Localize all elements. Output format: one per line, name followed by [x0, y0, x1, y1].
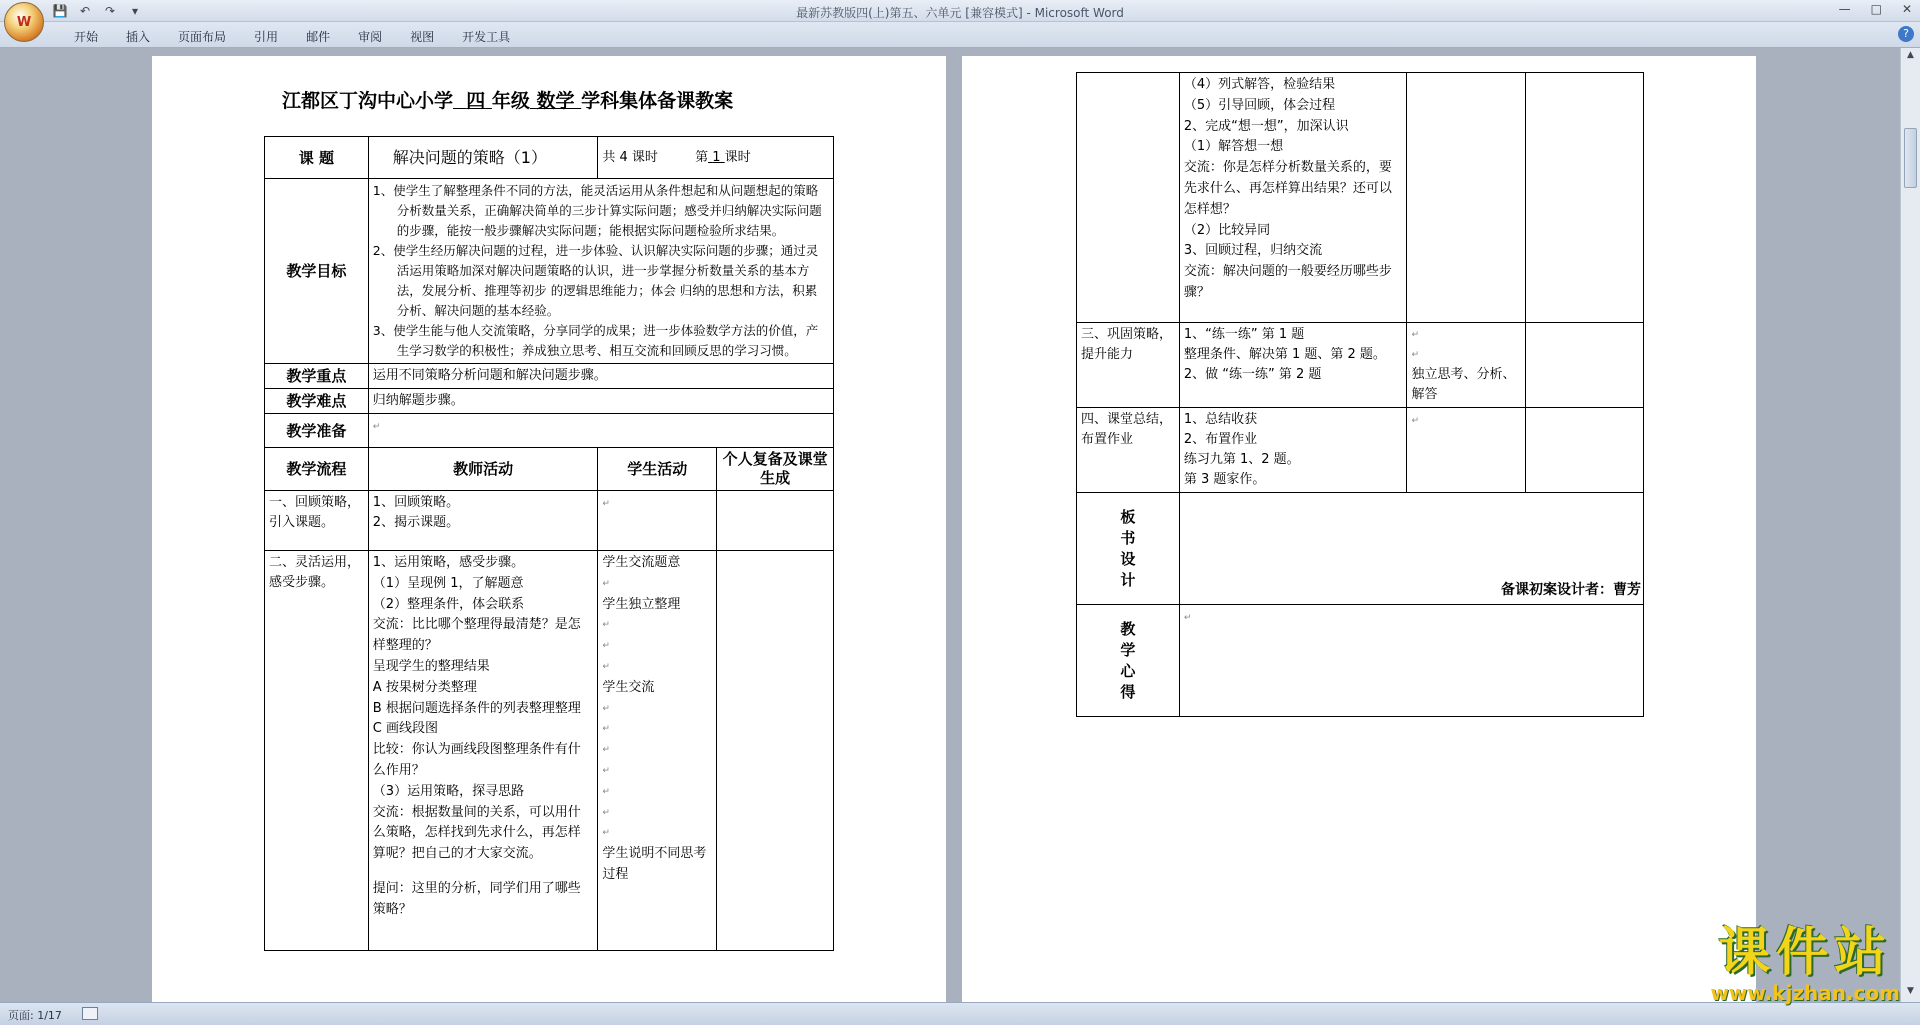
- tab-view[interactable]: 视图: [410, 30, 435, 44]
- difficulty-value: 归纳解题步骤。: [368, 389, 833, 414]
- reflection-content: ↵: [1179, 605, 1643, 717]
- goals-label: 教学目标: [265, 179, 369, 364]
- preparation-value: ↵: [368, 414, 833, 448]
- redo-icon[interactable]: ↷: [104, 3, 116, 18]
- tab-page-layout[interactable]: 页面布局: [178, 30, 227, 44]
- help-icon[interactable]: ?: [1898, 26, 1914, 42]
- save-icon[interactable]: 💾: [52, 3, 68, 18]
- tab-insert[interactable]: 插入: [126, 30, 151, 44]
- personal-notes-header: 个人复备及课堂生成: [717, 448, 834, 491]
- step2-notes: [717, 551, 834, 951]
- topic-value: 解决问题的策略（1）: [368, 137, 598, 179]
- topic-lessons: 共 4 课时 第 1 课时: [598, 137, 834, 179]
- goals-content: [368, 179, 833, 364]
- status-bar: [0, 1002, 1920, 1025]
- undo-icon[interactable]: ↶: [79, 3, 91, 18]
- board-design-label: 板 书 设 计: [1077, 493, 1180, 605]
- site-watermark: 课件站 www.kjzhan.com: [1710, 923, 1900, 1005]
- step2-label: 二、灵活运用，感受步骤。: [265, 551, 369, 951]
- goal-item: 2、使学生经历解决问题的过程，进一步体验、认识解决实际问题的步骤；通过灵活运用策略加深对解决问题策略的认识，进一步掌握分析数量关系的基本方法，发展分析、推理等初步 的逻辑思维能力；体会 归纳的思想和方法，积累分析、解决问题的基本经验。: [372, 243, 819, 318]
- difficulty-label: 教学难点: [265, 389, 369, 414]
- flow-header: 教学流程: [265, 448, 369, 491]
- key-point-value: 运用不同策略分析问题和解决问题步骤。: [368, 364, 833, 389]
- window-controls: [1839, 2, 1912, 16]
- cont-student: [1407, 73, 1526, 323]
- step4-student: ↵: [1407, 408, 1526, 493]
- step4-label: 四、课堂总结，布置作业: [1077, 408, 1180, 493]
- step3-teacher: 1、“练一练” 第 1 题 整理条件、解决第 1 题、第 2 题。 2、做 “练一练” 第 2 题: [1179, 323, 1407, 408]
- step4-teacher: 1、总结收获 2、布置作业 练习九第 1、2 题。 第 3 题家作。: [1179, 408, 1407, 493]
- page-count[interactable]: 页面: 1/17: [8, 1009, 62, 1022]
- minimize-button[interactable]: —: [1838, 2, 1851, 16]
- designer-credit: 备课初案设计者：曹芳: [1501, 582, 1641, 598]
- step2-teacher: 1、运用策略，感受步骤。 （1）呈现例 1，了解题意 （2）整理条件，体会联系 交流：比比哪个整理得最清楚？是怎样整理的？ 呈现学生的整理结果 A 按果树分类整理 B 根据问题选择条件的列表整理整理 C 画线段图 比较：你认为画线段图整理条件有什么作用？ （3）运用策略，探寻思路 交流：根据数量间的关系，可以用什么策略，怎样找到先求什么，再怎样算呢？把自己的才大家交流。 提问：这里的分析，同学们用了哪些策略？: [368, 551, 598, 951]
- teacher-activity-header: 教师活动: [368, 448, 598, 491]
- step1-notes: [717, 491, 834, 551]
- document-title: 江都区丁沟中心小学 四 年级 数学 学科集体备课教案: [282, 90, 734, 112]
- step4-notes: [1526, 408, 1644, 493]
- step3-student: ↵ ↵ 独立思考、分析、解答: [1407, 323, 1526, 408]
- cont-flow-cell: [1077, 73, 1180, 323]
- step3-notes: [1526, 323, 1644, 408]
- scroll-down-icon[interactable]: ▼: [1907, 986, 1914, 996]
- ribbon: [0, 22, 1920, 48]
- board-design-content: [1179, 493, 1643, 605]
- goal-item: 1、使学生了解整理条件不同的方法，能灵活运用从条件想起和从问题想起的策略分析数量关系，正确解决简单的三步计算实际问题；感受并归纳解决实际问题的步骤，能按一般步骤解决实际问题；能根据实际问题检验所求结果。: [372, 183, 822, 238]
- tab-mailings[interactable]: 邮件: [306, 30, 331, 44]
- step3-label: 三、巩固策略，提升能力: [1077, 323, 1180, 408]
- maximize-button[interactable]: □: [1870, 2, 1882, 16]
- tab-review[interactable]: 审阅: [358, 30, 383, 44]
- vertical-scrollbar[interactable]: [1900, 48, 1920, 1002]
- ribbon-tabs: [60, 28, 524, 45]
- customize-dropdown-icon[interactable]: ▾: [131, 3, 139, 18]
- step2-student: 学生交流题意 ↵ 学生独立整理 ↵ ↵ ↵ 学生交流 ↵ ↵ ↵ ↵ ↵ ↵ ↵ 学生说明不同思考过程: [598, 551, 717, 951]
- office-button[interactable]: W: [4, 2, 44, 42]
- scrollbar-thumb[interactable]: [1904, 128, 1917, 188]
- student-activity-header: 学生活动: [598, 448, 717, 491]
- lesson-plan-table-continued: [1076, 72, 1644, 717]
- step1-teacher: 1、回顾策略。 2、揭示课题。: [368, 491, 598, 551]
- lesson-plan-table: [264, 136, 834, 951]
- key-point-label: 教学重点: [265, 364, 369, 389]
- cont-notes: [1526, 73, 1644, 323]
- step1-label: 一、回顾策略，引入课题。: [265, 491, 369, 551]
- title-bar: [0, 0, 1920, 22]
- scroll-up-icon[interactable]: ▲: [1907, 50, 1914, 60]
- tab-developer[interactable]: 开发工具: [462, 30, 511, 44]
- proofing-icon[interactable]: [82, 1007, 98, 1020]
- window-title: 最新苏教版四(上)第五、六单元 [兼容模式] - Microsoft Word: [796, 6, 1124, 20]
- reflection-label: 教 学 心 得: [1077, 605, 1180, 717]
- cont-teacher: （4）列式解答，检验结果 （5）引导回顾，体会过程 2、完成“想一想”，加深认识 （1）解答想一想 交流：你是怎样分析数量关系的，要先求什么、再怎样算出结果？还可以怎样想？ （2）比较异同 3、回顾过程，归纳交流 交流：解决问题的一般要经历哪些步骤？: [1179, 73, 1407, 323]
- goal-item: 3、使学生能与他人交流策略，分享同学的成果；进一步体验数学方法的价值，产生学习数学的积极性；养成独立思考、相互交流和回顾反思的学习习惯。: [372, 323, 819, 358]
- topic-label: 课 题: [265, 137, 369, 179]
- document-page-1[interactable]: [152, 56, 946, 1002]
- step1-student: ↵: [598, 491, 717, 551]
- preparation-label: 教学准备: [265, 414, 369, 448]
- document-page-2[interactable]: [962, 56, 1756, 1002]
- tab-home[interactable]: 开始: [74, 30, 99, 44]
- close-button[interactable]: ✕: [1901, 2, 1912, 16]
- tab-references[interactable]: 引用: [254, 30, 279, 44]
